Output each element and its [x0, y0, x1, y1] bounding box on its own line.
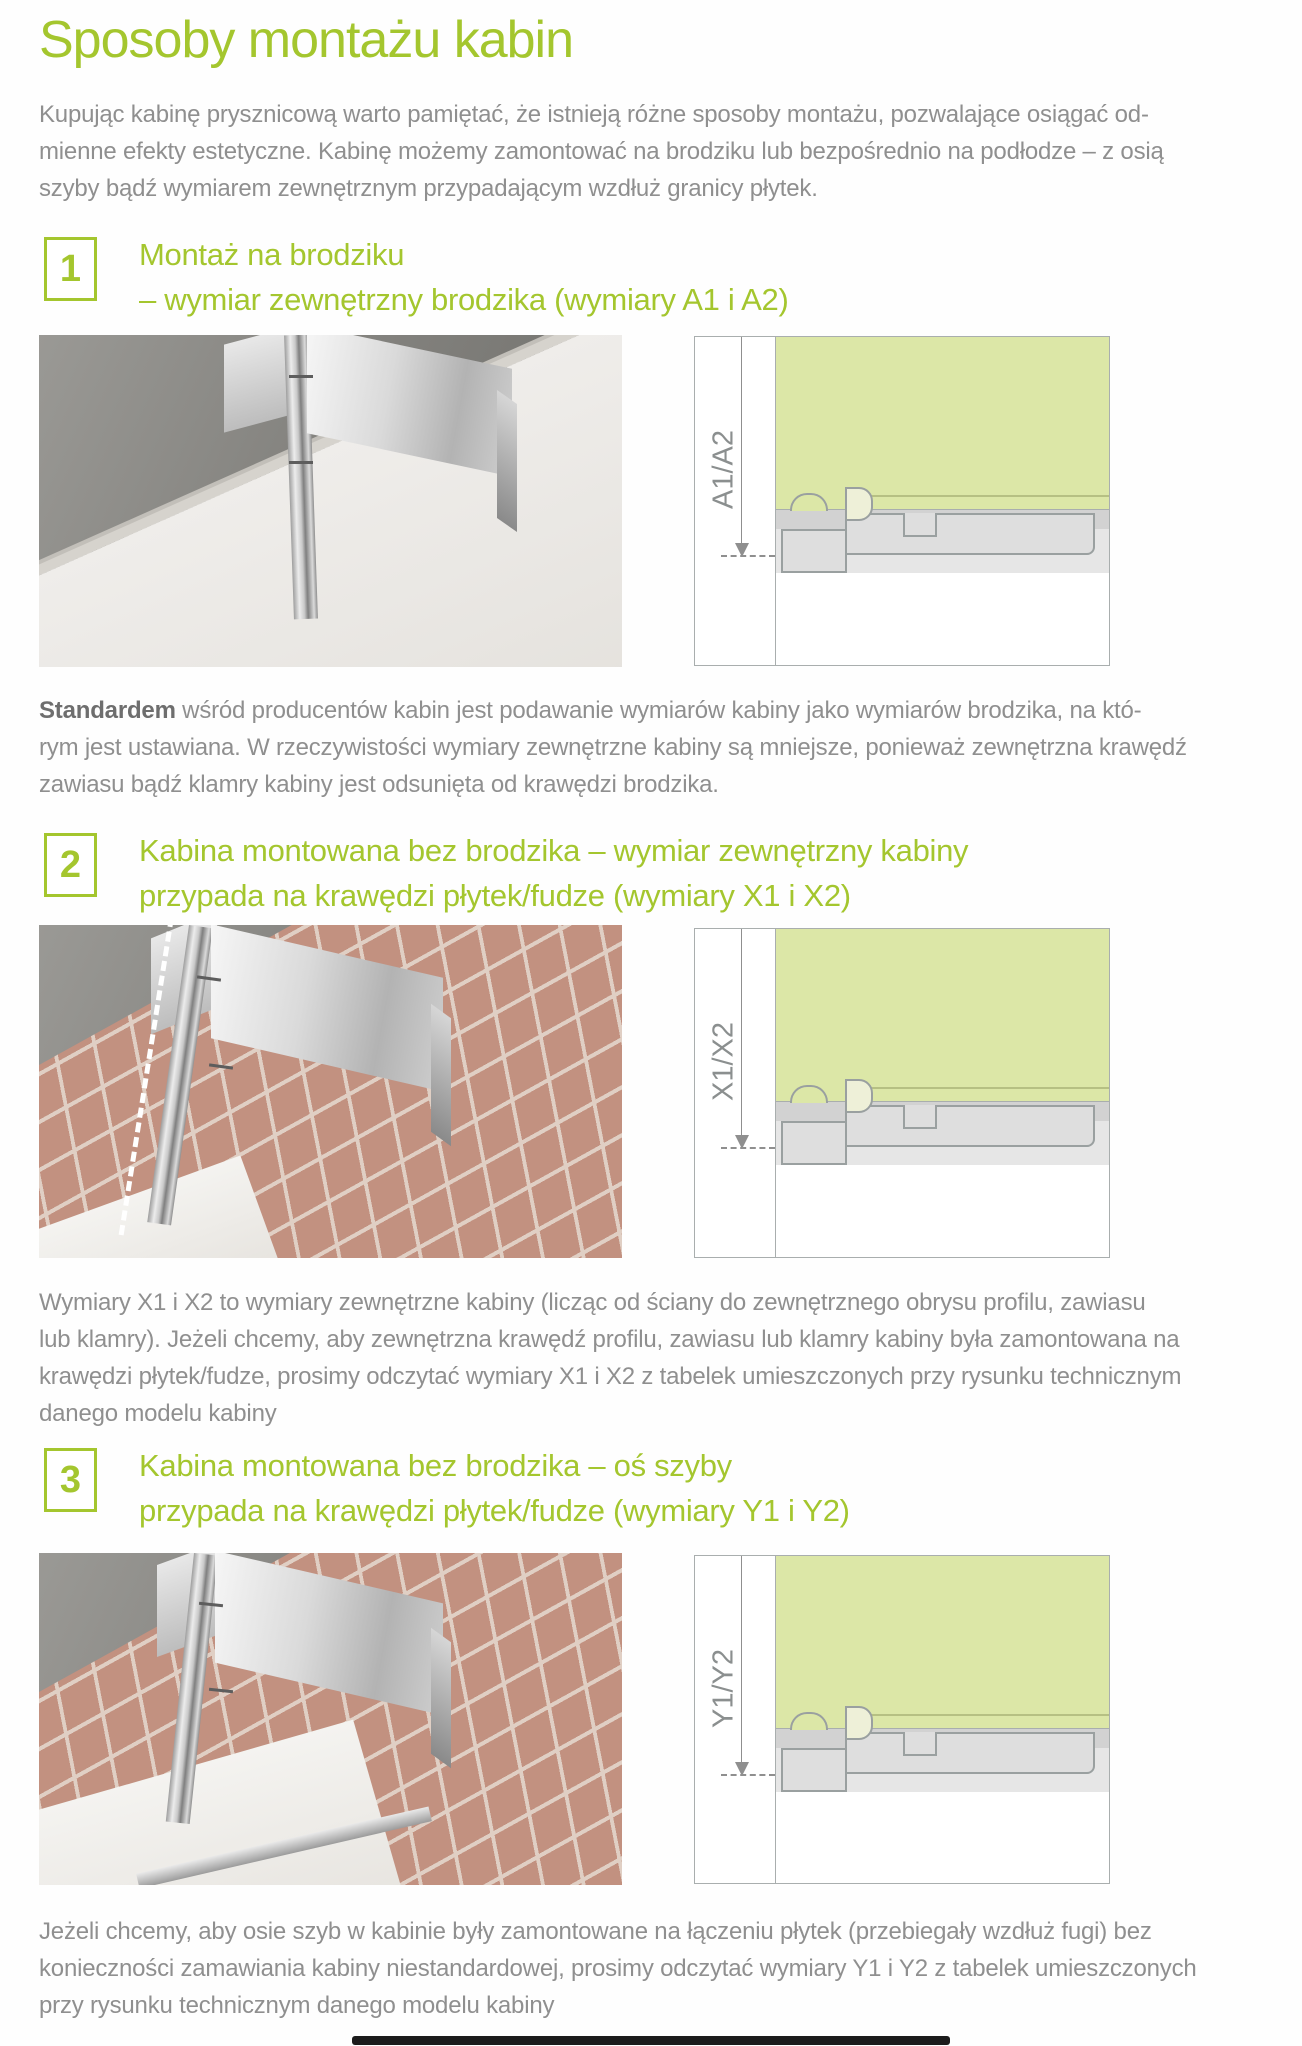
page-title: Sposoby montażu kabin — [39, 11, 574, 69]
section-2-heading-line2: przypada na krawędzi płytek/fudze (wymiary X1 i X2) — [139, 878, 851, 913]
photo-montage-on-tray — [39, 335, 622, 667]
profile-notch — [903, 1732, 937, 1756]
hinge-plate-edge — [497, 390, 517, 532]
section-1-heading-line1: Montaż na brodziku — [139, 237, 405, 272]
diagram-y1-y2 — [694, 1555, 1110, 1884]
note-line: danego modelu kabiny — [39, 1400, 277, 1427]
dimension-label: Y1/Y2 — [707, 1649, 740, 1729]
tray-profile-section — [845, 1732, 1095, 1774]
glass-panel-area — [776, 1556, 1109, 1728]
section-3-heading-line2: przypada na krawędzi płytek/fudze (wymiary Y1 i Y2) — [139, 1493, 850, 1528]
section-number: 1 — [59, 247, 82, 290]
dimension-label: X1/X2 — [707, 1022, 740, 1102]
section-number: 2 — [59, 843, 82, 886]
glass-bottom-edge — [845, 1087, 1109, 1089]
seal-bulb — [845, 487, 873, 521]
photo-glass-axis-on-tiles — [39, 1553, 622, 1885]
hinge-plate-edge — [431, 1628, 451, 1769]
section-1-heading-line2: – wymiar zewnętrzny brodzika (wymiary A1 i A2) — [139, 282, 789, 317]
intro-line: mienne efekty estetyczne. Kabinę możemy zamontować na brodziku lub bezpośrednio na podłodze – z osią — [39, 138, 1164, 165]
wall-face-line — [775, 929, 776, 1257]
wall-anchor-block — [781, 1748, 847, 1792]
photo-montage-on-tiles-edge — [39, 925, 622, 1258]
section-2-heading-line1: Kabina montowana bez brodzika – wymiar zewnętrzny kabiny — [139, 833, 969, 868]
section-3-heading-line1: Kabina montowana bez brodzika – oś szyby — [139, 1448, 732, 1483]
note-line: Jeżeli chcemy, aby osie szyb w kabinie były zamontowane na łączeniu płytek (przebiegały wzdłuż fugi) bez — [39, 1918, 1152, 1945]
profile-notch — [903, 1105, 937, 1129]
diagram-a1-a2 — [694, 336, 1110, 666]
section-1-number-badge — [44, 237, 97, 301]
section-3-number-badge — [44, 1448, 97, 1512]
wall-face-line — [775, 337, 776, 665]
glass-bottom-edge — [845, 1714, 1109, 1716]
dimension-dashed-line — [721, 555, 775, 557]
glass-panel-area — [776, 337, 1109, 509]
diagram-x1-x2 — [694, 928, 1110, 1258]
hinge-knuckle — [289, 461, 313, 464]
seal-bulb — [845, 1079, 873, 1113]
seal-bulb — [845, 1706, 873, 1740]
dimension-dashed-line — [721, 1774, 775, 1776]
intro-line: Kupując kabinę prysznicową warto pamiętać, że istnieją różne sposoby montażu, pozwalające osiągać od- — [39, 101, 1149, 128]
section-number: 3 — [59, 1458, 82, 1501]
section-2-number-badge — [44, 833, 97, 897]
hinge-plate-edge — [431, 1004, 451, 1147]
intro-line: szyby bądź wymiarem zewnętrznym przypadającym wzdłuż granicy płytek. — [39, 175, 818, 202]
page-bottom-bar — [352, 2036, 950, 2045]
wall-anchor-block — [781, 1121, 847, 1165]
note-line: zawiasu bądź klamry kabiny jest odsunięta od krawędzi brodzika. — [39, 771, 719, 798]
tray-profile-section — [845, 513, 1095, 555]
glass-bottom-edge — [845, 495, 1109, 497]
note-lead-bold: Standardem — [39, 697, 176, 724]
wall-face-line — [775, 1556, 776, 1883]
hinge-knuckle — [289, 375, 313, 378]
wall-anchor-block — [781, 529, 847, 573]
note-line: Wymiary X1 i X2 to wymiary zewnętrzne kabiny (licząc od ściany do zewnętrznego obrysu profilu, zawiasu — [39, 1289, 1146, 1316]
note-line: lub klamry). Jeżeli chcemy, aby zewnętrzna krawędź profilu, zawiasu lub klamry kabiny była zamontowana na — [39, 1326, 1180, 1353]
note-line: Standardem wśród producentów kabin jest podawanie wymiarów kabiny jako wymiarów brodzika, na któ- — [39, 697, 1142, 724]
dimension-dashed-line — [721, 1147, 775, 1149]
profile-notch — [903, 513, 937, 537]
note-line: przy rysunku technicznym danego modelu kabiny — [39, 1992, 555, 2019]
dimension-label: A1/A2 — [707, 430, 740, 510]
glass-panel-area — [776, 929, 1109, 1101]
note-line: rym jest ustawiana. W rzeczywistości wymiary zewnętrzne kabiny są mniejsze, ponieważ zewnętrzna krawędź — [39, 734, 1187, 761]
note-line: krawędzi płytek/fudze, prosimy odczytać wymiary X1 i X2 z tabelek umieszczonych przy rysunku technicznym — [39, 1363, 1182, 1390]
tray-profile-section — [845, 1105, 1095, 1147]
note-line: konieczności zamawiania kabiny niestandardowej, prosimy odczytać wymiary Y1 i Y2 z tabelek umieszczonych — [39, 1955, 1197, 1982]
